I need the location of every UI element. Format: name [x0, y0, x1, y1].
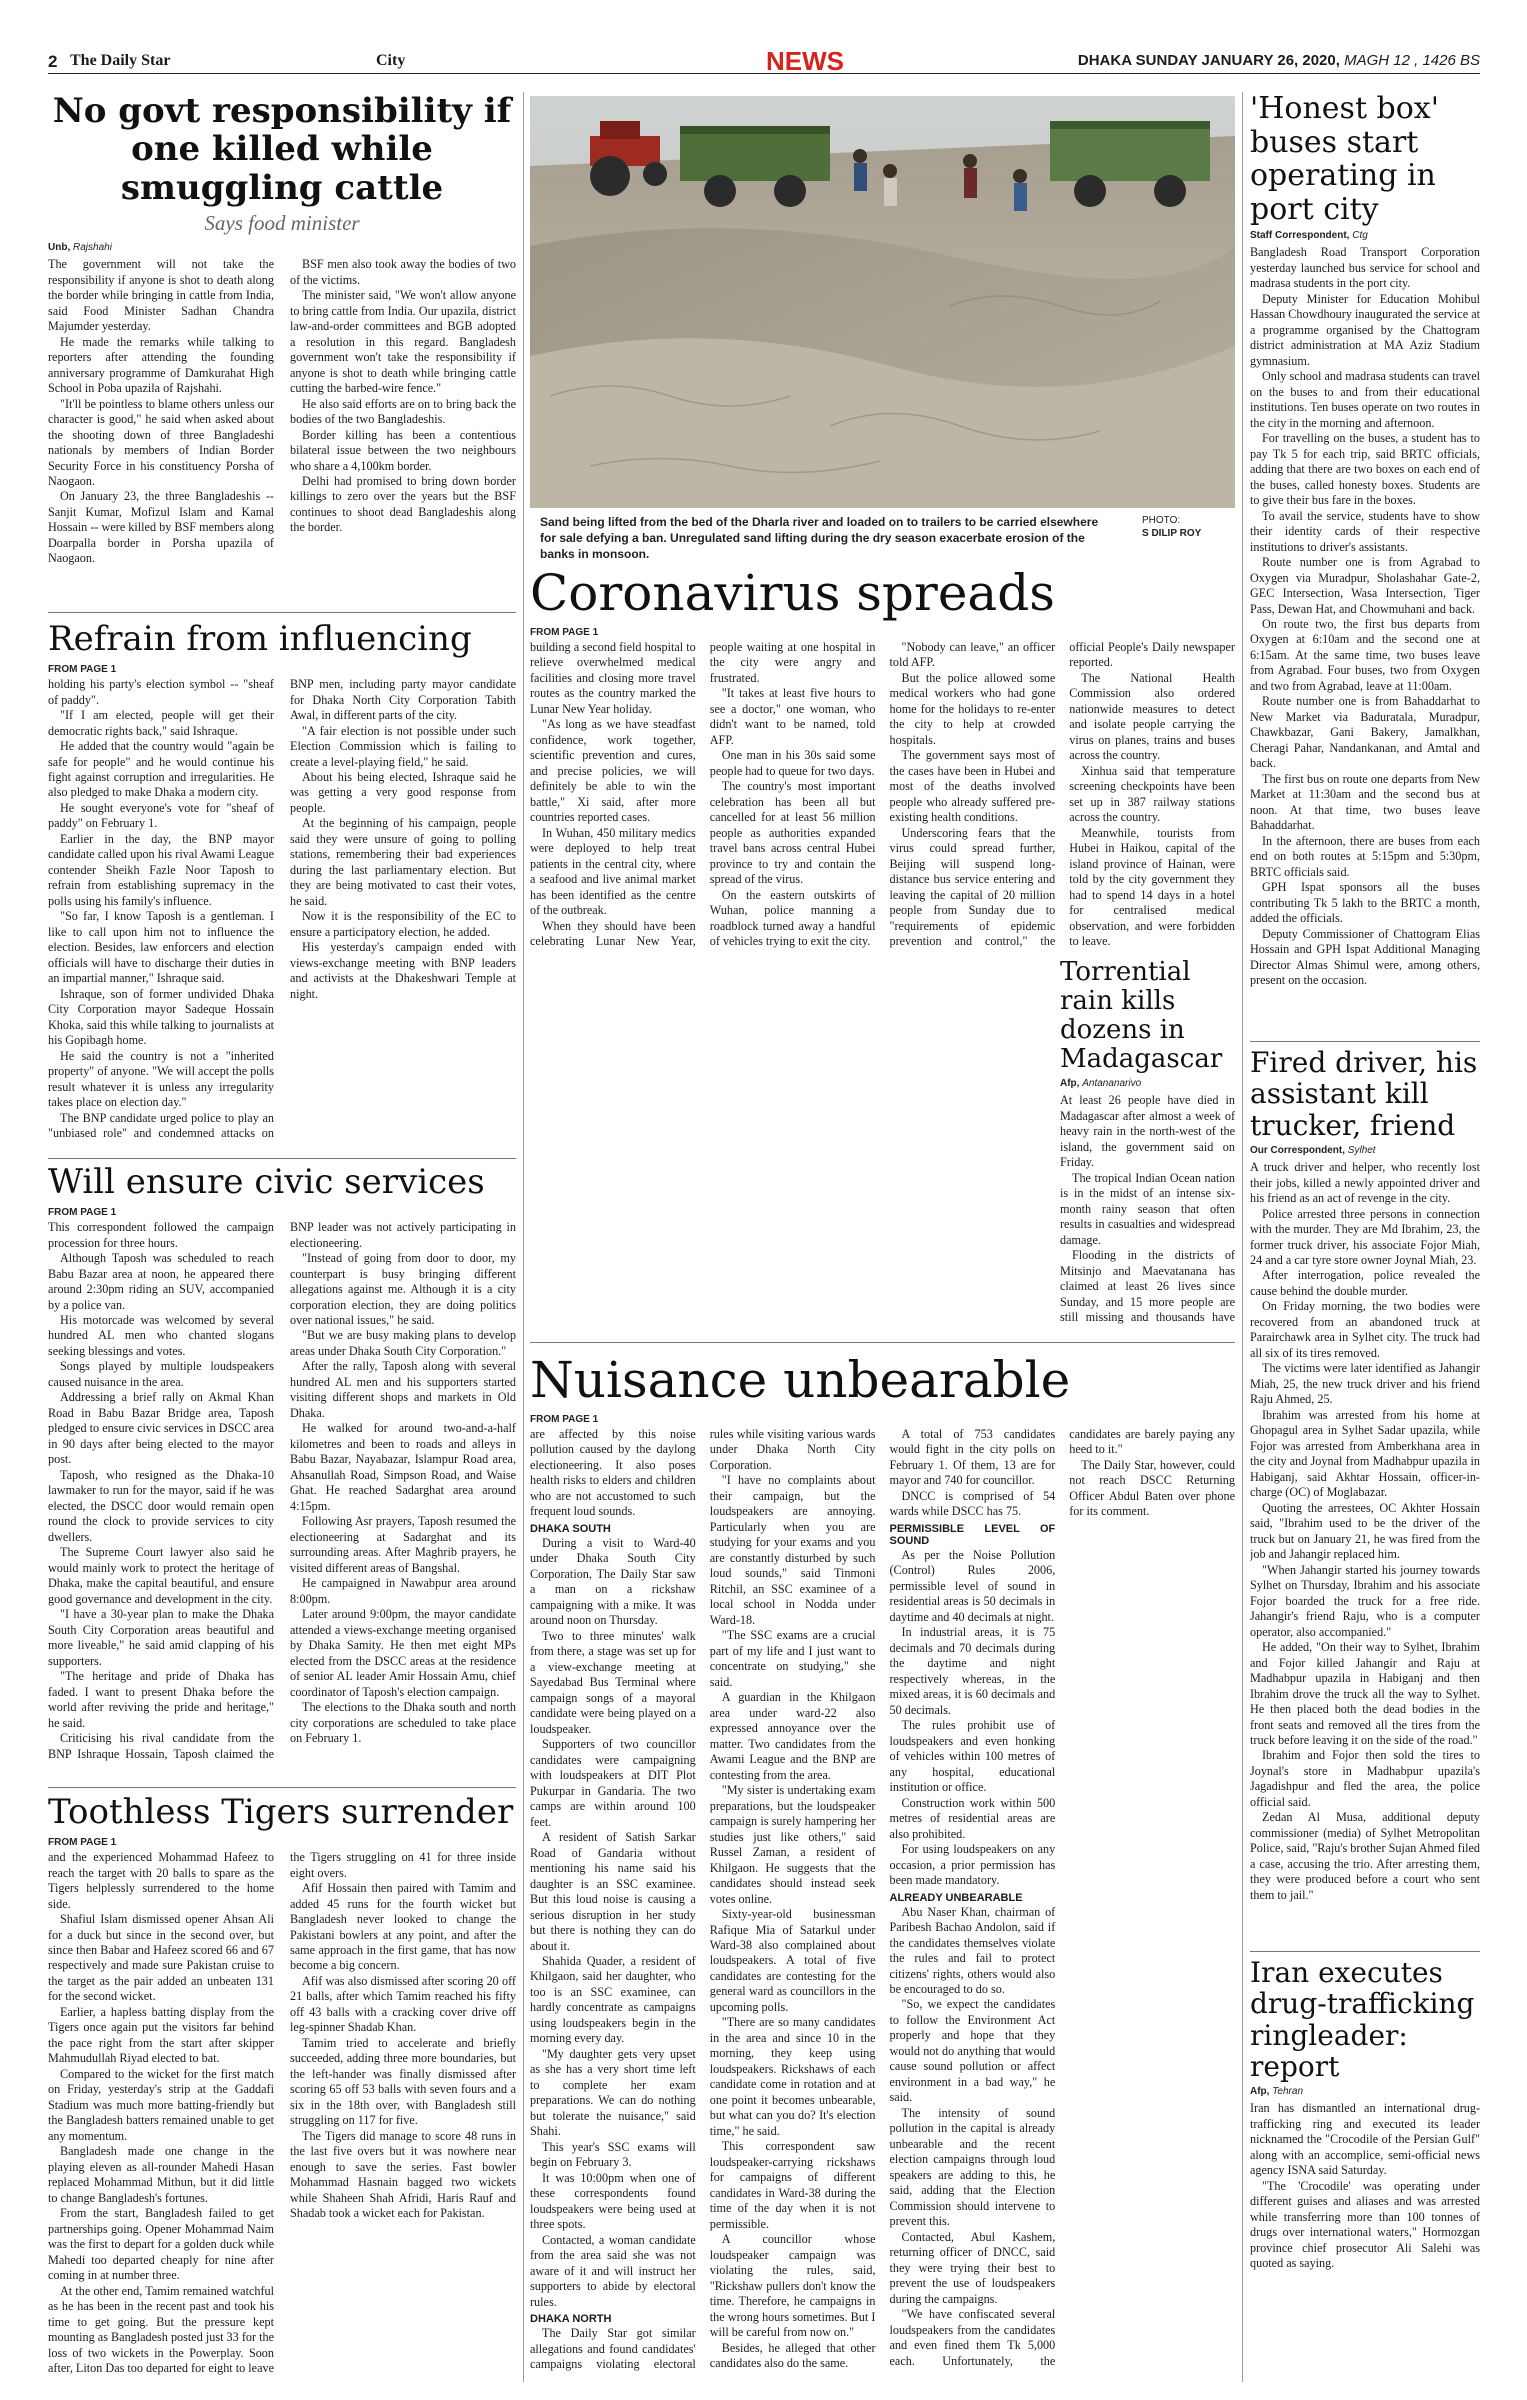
paragraph: The tropical Indian Ocean nation is in the midst of an intense six-month rainy season that often results in casualties and widespread damage.	[1060, 1170, 1235, 1247]
paragraph: Iran has dismantled an international drug-trafficking ring and executed its leader nicknamed the "Crocodile of the Persian Gulf" along with an accomplice, semi-official news agency ISNA said Saturday.	[1250, 2101, 1480, 2178]
column-divider	[523, 92, 524, 2382]
paragraph: At the other end, Tamim remained watchful as he has been in the recent past and took his time to get going. But the pressure kept mounting as Bangladesh posted just 33 for the loss of two wickets in the Powerplay. Soon after, Liton Das too departed for eight to leave the Tigers struggling on 41 for three inside eight overs.	[48, 1850, 516, 2376]
paragraph: "The SSC exams are a crucial part of my life and I just want to concentrate on studying," she said.	[709, 1628, 876, 1689]
paragraph: He sought everyone's vote for "sheaf of paddy" on February 1.	[48, 800, 274, 831]
byline-location: Ctg	[1352, 230, 1368, 242]
paragraph: This year's SSC exams will begin on February 3.	[530, 2139, 696, 2170]
paragraph: The elections to the Dhaka south and north city corporations are scheduled to take place on February 1.	[290, 1700, 516, 1746]
paragraph: The country's most important celebration has been all but cancelled for at least 56 million people as authorities expanded travel bans across central Hubei province to try and contain the spread of the virus.	[709, 779, 876, 887]
section-divider	[48, 1787, 516, 1788]
subheading: PERMISSIBLE LEVEL OF SOUND	[889, 1522, 1056, 1547]
byline-location: Antananarivo	[1082, 1078, 1142, 1090]
byline	[1250, 230, 1480, 241]
byline-agency: Staff Correspondent,	[1250, 230, 1350, 242]
body-text	[48, 677, 516, 1155]
byline	[1250, 2086, 1480, 2097]
paragraph: "There are so many candidates in the area and since 10 in the morning, they keep using loudspeakers. Rickshaws of each candidate come in rotation and at one point it becomes unbearable, but what can you do? It's election time," he said.	[709, 2015, 876, 2138]
paragraph: "It'll be pointless to blame others unless our character is good," he said when asked about the shooting down of three Bangladeshi nationals by members of Indian Border Security Force in his constituency Porsha of Naogaon.	[48, 396, 274, 488]
paragraph: "As long as we have steadfast confidence, work together, scientific prevention and cures, and precise policies, we will definitely be able to win the battle," Xi said, after more countries reported cases.	[530, 717, 696, 825]
byline-location: Tehran	[1272, 2086, 1304, 2098]
paragraph: Route number one is from Agrabad to Oxygen via Muradpur, Sholashahar Gate-2, GEC Intersection, Wasa Intersection, Tiger Pass, Dewan Hat, and Chowmuhani and back.	[1250, 555, 1480, 616]
paragraph: The National Health Commission also ordered nationwide measures to detect and isolate people carrying the virus on planes, trains and buses across the country.	[1069, 670, 1235, 763]
paragraph: Afif was also dismissed after scoring 20 off 21 balls, after which Tamim reached his fifty off 43 balls with a cracking cover drive off leg-spinner Shadab Khan.	[290, 1973, 516, 2035]
story-iran	[1250, 1957, 1480, 2382]
headline: Nuisance unbearable	[530, 1352, 1071, 1409]
paragraph: The Daily Star got similar allegations and found candidates' campaigns violating electoral rules while visiting various wards under Dhaka North City Corporation.	[530, 1427, 876, 2372]
paragraph: "But we are busy making plans to develop areas under Dhaka South City Corporation."	[290, 1328, 516, 1358]
paragraph: Ibrahim was arrested from his home at Ghopagul area in Sylhet Sadar upazila, while Fojor was arrested from Amberkhana area in the city and Joynal from Madhabpur upazila in Habiganj, said Akhtar Hossain, officer-in-charge (OC) of Moglabazar.	[1250, 1407, 1480, 1500]
paragraph: "The 'Crocodile' was operating under different guises and aliases and was arrested while transferring more than 100 tonnes of drugs over international waters," Hormozgan province chief prosecutor Ali Salehi was quoted as saying.	[1250, 2178, 1480, 2271]
headline: Iran executes drug-trafficking ringleader: report	[1250, 1957, 1475, 2084]
sand-lifting-photo	[530, 96, 1235, 508]
deck: Says food minister	[204, 211, 360, 236]
paragraph: A resident of Satish Sarkar Road of Gandaria without mentioning his name said his daughter is an SSC examinee. But this loud noise is causing a serious disruption in her study but there is nothing they can do about it.	[530, 1830, 696, 1953]
paragraph: "My sister is undertaking exam preparations, but the loudspeaker campaign is surely hampering her studies just like others," said Russel Zaman, a resident of Khilgaon. He suggests that the candidates should instead seek votes online.	[709, 1783, 876, 1906]
paragraph: He made the remarks while talking to reporters after attending the founding anniversary programme of Damkurahat High School in Poba upazila of Rajshahi.	[48, 334, 274, 396]
from-page-tag: FROM PAGE 1	[48, 1207, 117, 1219]
paragraph: "So far, I know Taposh is a gentleman. I like to call upon him not to influence the election. Besides, law enforcers and election officials will have to discharge their duties in an impartial manner," Ishraque said.	[48, 909, 274, 986]
paragraph: Meanwhile, tourists from Hubei in Haikou, capital of the island province of Hainan, were told by the city government they had to spend 14 days in a hotel for centralised medical observation, and were forbidden to leave.	[1069, 825, 1235, 949]
paragraph: are affected by this noise pollution caused by the daylong electioneering. It also poses health risks to elders and children who are not accustomed to such frequent loud sounds.	[530, 1427, 696, 1519]
paragraph: Following Asr prayers, Taposh resumed the electioneering at Sadarghat and its surrounding areas. After Maghrib prayers, he visited different areas of Bangshal.	[290, 1514, 516, 1575]
paragraph: Earlier, a hapless batting display from the Tigers once again put the visitors far behind the pace right from the start after skipper Mahmudullah Riyad elected to bat.	[48, 2004, 274, 2066]
paragraph: Ibrahim and Fojor then sold the tires to Joynal's store in Madhabpur upazila's Jagadishpur and fled the area, the police official said.	[1250, 1748, 1480, 1809]
paragraph: The Daily Star, however, could not reach DSCC Returning Officer Abdul Baten over phone for its comment.	[1069, 1457, 1235, 1519]
dateline	[1078, 52, 1480, 69]
column-divider	[1242, 92, 1243, 2382]
paragraph: Besides, he alleged that other candidates also do the same.	[709, 2340, 876, 2371]
body-text	[48, 1850, 516, 2380]
headline: Toothless Tigers surrender	[48, 1793, 514, 1832]
paragraph: In industrial areas, it is 75 decimals and 70 decimals during the daytime and night respectively whereas, in the mixed areas, it is 60 decimals and 50 decimals.	[889, 1625, 1056, 1717]
section-label: NEWS	[766, 46, 844, 76]
byline-agency: Afp,	[1060, 1078, 1080, 1090]
story-honest-box	[1250, 92, 1480, 1037]
story-nuisance	[530, 1352, 1235, 2382]
paragraph: During a visit to Ward-40 under Dhaka South City Corporation, The Daily Star saw a man on a rickshaw campaigning with a mike. It was around noon on Thursday.	[530, 1535, 696, 1628]
paragraph: The victims were later identified as Jahangir Miah, 25, the new truck driver and his friend Raju Ahmed, 25.	[1250, 1361, 1480, 1407]
paragraph: Now it is the responsibility of the EC to ensure a participatory election, he added.	[290, 909, 516, 939]
paragraph: Later around 9:00pm, the mayor candidate attended a views-exchange meeting organised by Dhaka Samity. He then met eight MPs elected from the DSCC areas at the residence of senior AL leader Amir Hossain Amu, chief coordinator of Taposh's election campaign.	[290, 1607, 516, 1699]
paragraph: Quoting the arrestees, OC Akhter Hossain said, "Ibrahim used to be the driver of the truck but on January 21, he was fired from the job and Jahangir replaced him.	[1250, 1500, 1480, 1562]
paragraph: The government will not take the responsibility if anyone is shot to death along the border while bringing in cattle from India, said Food Minister Sadhan Chandra Majumder yesterday.	[48, 257, 274, 334]
paragraph: Bangladesh made one change in the playing eleven as all-rounder Mahedi Hasan replaced Mohammad Mithun, but it did little to change Bangladesh's fortunes.	[48, 2144, 274, 2205]
paragraph: "We have confiscated several loudspeakers from the candidates and even fined them Tk 5,000 each. Unfortunately, the candidates are barely paying any heed to it."	[889, 1427, 1235, 2368]
headline: Fired driver, his assistant kill trucker, friend	[1250, 1047, 1478, 1142]
paragraph: Songs played by multiple loudspeakers caused nuisance in the area.	[48, 1359, 274, 1389]
paragraph: Shahida Quader, a resident of Khilgaon, said her daughter, who too is an SSC examinee, can hardly concentrate as campaigns using loudspeakers begin in the morning every day.	[530, 1953, 696, 2046]
paragraph: holding his party's election symbol -- "sheaf of paddy".	[48, 677, 274, 707]
paragraph: In Wuhan, 450 military medics were deployed to help treat patients in the central city, where a seafood and live animal market has been identified as the centre of the outbreak.	[530, 825, 696, 918]
paragraph: At the beginning of his campaign, people said they were unsure of going to polling stations, remembering their bad experiences during the last parliamentary election. But they are being motivated to cast their votes, he said.	[290, 816, 516, 908]
paragraph: The first bus on route one departs from New Market at 11:30am and the second bus at noon. At that time, two buses leave Bahaddarhat.	[1250, 771, 1480, 833]
paragraph: Abu Naser Khan, chairman of Paribesh Bachao Andolon, said if the candidates themselves violate the rules and fail to protect citizens' rights, others would also be encouraged to do so.	[889, 1904, 1056, 1996]
paragraph: "If I am elected, people will get their democratic rights back," said Ishraque.	[48, 708, 274, 738]
paragraph: From the start, Bangladesh failed to get partnerships going. Opener Mohammad Naim was the first to depart for a golden duck while Mahedi too departed cheaply for nine after coming in at number three.	[48, 2206, 274, 2283]
body-text	[530, 1427, 1235, 2377]
paragraph: The Tigers did manage to score 48 runs in the last five overs but it was nowhere near enough to save the series. Fast bowler Mohammad Hasnain bagged two wickets while Shaheen Shah Afridi, Haris Rauf and Shadab took a wicket each for Pakistan.	[290, 2128, 516, 2221]
paragraph: Sixty-year-old businessman Rafique Mia of Satarkul under Ward-38 also complained about loudspeakers. A total of five candidates are contesting for the general ward as councillors in the upcoming polls.	[709, 1907, 876, 2014]
paragraph: Route number one is from Bahaddarhat to New Market via Baduratala, Muradpur, Chawkbazar, Gani Bakery, Jamalkhan, Cheragi Pahar, Nandankanan, and Amtal and back.	[1250, 694, 1480, 771]
paragraph: "When Jahangir started his journey towards Sylhet on Thursday, Ibrahim and his associate Fojor boarded the truck for a free ride. Jahangir's friend Raju, who is a computer operator, also accompanied."	[1250, 1562, 1480, 1639]
byline	[1250, 1145, 1480, 1156]
paragraph: Supporters of two councillor candidates were campaigning with loudspeakers at DIT Plot Pukurpar in Gandaria. The two camps are within around 100 feet.	[530, 1737, 696, 1829]
paragraph: The minister said, "We won't allow anyone to bring cattle from India. Our upazila, district law-and-order committees and BGB adopted a resolution in this regard. Bangladesh government won't take the responsibility if anyone is shot to death while bringing cattle cutting the barbed-wire fence."	[290, 288, 516, 396]
headline: Torrential rain kills dozens in Madagascar	[1060, 958, 1223, 1075]
byline	[48, 242, 516, 253]
body-text	[1250, 2101, 1480, 2382]
paragraph: He also said efforts are on to bring back the bodies of the two Bangladeshis.	[290, 396, 516, 427]
paragraph: "A fair election is not possible under such Election Commission which is failing to create a level-playing field," he said.	[290, 723, 516, 769]
paragraph: The intensity of sound pollution in the capital is already unbearable and the recent election campaigns through loud speakers are adding to this, he said, adding that the Election Commission should intervene to prevent this.	[889, 2105, 1056, 2229]
paragraph: BSF men also took away the bodies of two of the victims.	[290, 257, 516, 287]
body-text	[1250, 1160, 1480, 1915]
paragraph: The Supreme Court lawyer also said he would mainly work to protect the heritage of Dhaka, make the capital beautiful, and ensure good governance and development in the city.	[48, 1545, 274, 1606]
headline: 'Honest box' buses start operating in port city	[1250, 92, 1439, 227]
paragraph: This correspondent followed the campaign procession for three hours.	[48, 1220, 274, 1250]
paragraph: "The heritage and pride of Dhaka has faded. I want to present Dhaka before the world after reviving the pride and heritage," he said.	[48, 1669, 274, 1730]
paragraph: He said the country is not a "inherited property" of anyone. "We will accept the polls result whatever it is unless any irregularity takes place on election day."	[48, 1048, 274, 1110]
paragraph: Underscoring fears that the virus could spread further, Beijing will suspend long-distance bus service entering and leaving the capital of 20 million people from Sunday due to "requirements of epidemic prevention and control," the official People's Daily newspaper reported.	[889, 640, 1235, 949]
paragraph: Zedan Al Musa, additional deputy commissioner (media) of Sylhet Metropolitan Police, said, "Raju's brother Sujan Ahmed filed a case, accusing the trio. After arresting them, they were produced before a court who sent them to jail."	[1250, 1810, 1480, 1902]
subheading: DHAKA NORTH	[530, 2313, 612, 2326]
paragraph: About his being elected, Ishraque said he was getting a very good response from people.	[290, 769, 516, 815]
byline-location: Rajshahi	[73, 242, 112, 254]
paragraph: For travelling on the buses, a student has to pay Tk 5 for each trip, said BRTC officials, adding that there are two boxes on each end of the buses, called honesty boxes. Students are to give their bus fare in the boxes.	[1250, 431, 1480, 508]
paragraph: But the police allowed some medical workers who had gone home for the holidays to re-enter the city to help at crowded hospitals.	[889, 670, 1056, 747]
headline: No govt responsibility if one killed while smuggling cattle	[52, 92, 512, 208]
paragraph: His yesterday's campaign ended with views-exchange meeting with BNP leaders and activists at the Dhakeshwari Temple at night.	[290, 940, 516, 1001]
photo-caption: Sand being lifted from the bed of the Dharla river and loaded on to trailers to be carried elsewhere for sale defying a ban. Unregulated sand lifting during the dry season exacerbate erosion of the banks in monsoon.	[540, 515, 1099, 562]
paragraph: Addressing a brief rally on Akmal Khan Road in Babu Bazar Bridge area, Taposh pledged to ensure civic services in DSCC area in 90 days after being elected to the mayor post.	[48, 1390, 274, 1467]
paragraph: He added that the country would "again be safe for people" and he would continue his fight against corruption and irregularities. He also pledged to make Dhaka a modern city.	[48, 739, 274, 800]
news-photo	[530, 96, 1235, 508]
paragraph: His motorcade was welcomed by several hundred AL men who chanted slogans seeking blessings and votes.	[48, 1312, 274, 1358]
body-text	[48, 1220, 516, 1780]
paragraph: DNCC is comprised of 54 wards while DSCC has 75.	[889, 1488, 1056, 1519]
byline	[1060, 1078, 1235, 1089]
section-divider	[48, 1158, 516, 1159]
paragraph: A total of 753 candidates would fight in the city polls on February 1. Of them, 13 are for mayor and 740 for councillor.	[889, 1427, 1056, 1488]
paragraph: On the eastern outskirts of Wuhan, police manning a roadblock turned away a handful of vehicles trying to exit the city.	[709, 887, 876, 949]
page-header	[48, 44, 1480, 74]
byline-agency: Afp,	[1250, 2086, 1270, 2098]
paragraph: Delhi had promised to bring down border killings to zero over the years but the BSF continues to shoot dead Bangladeshis along the border.	[290, 474, 516, 535]
from-page-tag: FROM PAGE 1	[48, 664, 117, 676]
paragraph: Deputy Minister for Education Mohibul Hassan Chowdhoury inaugurated the service at a programme organised by the Chattogram district administration at MA Aziz Stadium gymnasium.	[1250, 291, 1480, 368]
paragraph: On Friday morning, the two bodies were recovered from an abandoned truck at Parairchawk area in Sylhet city. The truck had all six of its tires removed.	[1250, 1299, 1480, 1360]
paragraph: Shafiul Islam dismissed opener Ahsan Ali for a duck but since in the second over, but since then Babar and Hafeez scored 66 and 67 respectively and made sure Pakistan cruise to the target as the pair added an unbeaten 131 for the second wicket.	[48, 1912, 274, 2004]
paragraph: The BNP candidate urged police to play an "unbiased role" and condemned attacks on BNP men, including party mayor candidate for Dhaka North City Corporation Tabith Awal, in different parts of the city.	[48, 677, 516, 1141]
paragraph: GPH Ispat sponsors all the buses contributing Tk 5 lakh to the BRTC a month, added the officials.	[1250, 880, 1480, 926]
paragraph: Afif Hossain then paired with Tamim and added 45 runs for the fourth wicket but Bangladesh never looked to change the Pakistani bowlers at any point, and after the same approach in the first game, that has now become a big concern.	[290, 1881, 516, 1973]
story-madagascar	[1060, 958, 1235, 1338]
section-divider	[1250, 1951, 1480, 1952]
from-page-tag: FROM PAGE 1	[530, 627, 599, 638]
paragraph: "I have a 30-year plan to make the Dhaka South City Corporation areas beautiful and more liveable," he said amid clapping of his supporters.	[48, 1607, 274, 1668]
paragraph: He campaigned in Nawabpur area around 8:00pm.	[290, 1576, 516, 1606]
paragraph: Xinhua said that temperature screening checkpoints have been set up in 387 railway stations across the country.	[1069, 763, 1235, 825]
paragraph: This correspondent saw loudspeaker-carrying rickshaws for campaigns of different candidates in Ward-38 during the time of the day when it is not permissible.	[709, 2139, 876, 2231]
paragraph: Construction work within 500 metres of residential areas are also prohibited.	[889, 1795, 1056, 1841]
paragraph: After interrogation, police revealed the cause behind the double murder.	[1250, 1268, 1480, 1298]
body-text	[48, 257, 516, 587]
paragraph: A truck driver and helper, who recently lost their jobs, killed a newly appointed driver and his friend as an act of revenge in the city.	[1250, 1160, 1480, 1206]
subheading: ALREADY UNBEARABLE	[889, 1891, 1023, 1904]
paragraph: As per the Noise Pollution (Control) Rules 2006, permissible level of sound in residential areas is 50 decimals in daytime and 40 decimals at night.	[889, 1547, 1056, 1624]
paragraph: building a second field hospital to relieve overwhelmed medical facilities and closing more travel routes as the country marked the Lunar New Year holiday.	[530, 640, 696, 716]
section-name: City	[376, 52, 406, 69]
paper-logo: The Daily Star	[70, 52, 171, 69]
headline: Will ensure civic services	[48, 1163, 485, 1202]
paragraph: The government says most of the cases have been in Hubei and most of the deaths involved people who already suffered pre-existing health conditions.	[889, 748, 1056, 825]
paragraph: The rules prohibit use of loudspeakers and even honking of vehicles within 100 metres of any hospital, educational institution or office.	[889, 1718, 1056, 1795]
paragraph: For using loudspeakers on any occasion, a prior permission has been made mandatory.	[889, 1842, 1056, 1888]
photographer-name: S DILIP ROY	[1142, 528, 1202, 539]
paragraph: After the rally, Taposh along with several hundred AL men and his supporters started visiting different shops and markets in Old Dhaka.	[290, 1359, 516, 1420]
paragraph: It was 10:00pm when one of these correspondents found loudspeakers were being used at three spots.	[530, 2170, 696, 2232]
paragraph: "My daughter gets very upset as she has a very short time left to complete her exam preparations. We can do nothing but tolerate the nuisance," said Shahi.	[530, 2046, 696, 2139]
paragraph: He added, "On their way to Sylhet, Ibrahim and Fojor killed Jahangir and Raju at Madhabpur upazila in Habiganj and then Ibrahim drove the truck all the way to Sylhet. He then placed both the dead bodies in the front seats and removed all the tires from the truck before leaving it on the side of the road."	[1250, 1640, 1480, 1747]
paragraph: Compared to the wicket for the first match on Friday, yesterday's strip at the Gaddafi Stadium was much more batting-friendly but the Bangladesh batters remained unable to get any momentum.	[48, 2066, 274, 2143]
section-divider	[48, 612, 516, 613]
paragraph: "It takes at least five hours to see a doctor," one woman, who didn't want to be named, told AFP.	[709, 686, 876, 747]
paragraph: Contacted, Abul Kashem, returning officer of DNCC, said they were trying their best to prevent the use of loudspeakers during the campaigns.	[889, 2229, 1056, 2306]
story-refrain	[48, 620, 516, 1155]
bangla-date: MAGH 12 , 1426 BS	[1344, 52, 1480, 69]
byline-location: Sylhet	[1347, 1145, 1376, 1157]
paragraph: "Nobody can leave," an officer told AFP.	[889, 640, 1056, 670]
headline: Refrain from influencing	[48, 620, 472, 659]
section-divider	[1250, 1041, 1480, 1042]
from-page-tag: FROM PAGE 1	[48, 1837, 117, 1849]
paragraph: Border killing has been a contentious bilateral issue between the two neighbours who share a 4,100km border.	[290, 427, 516, 473]
page-number: 2	[48, 52, 58, 71]
paragraph: A guardian in the Khilgaon area under ward-22 also expressed annoyance over the matter. Two candidates from the Awami League and the BNP are contesting from the area.	[709, 1690, 876, 1782]
paragraph: He walked for around two-and-a-half kilometres and been to roads and alleys in Babu Bazar, Nayabazar, Islampur Road area, Ahsanullah Road, Simpson Road, and Waise Ghat. He reached Sadarghat area around 4:15pm.	[290, 1421, 516, 1513]
paragraph: Police arrested three persons in connection with the murder. They are Md Ibrahim, 23, the former truck driver, his associate Fojor Miah, 24 and a car tyre store owner Joynal Miah, 23.	[1250, 1206, 1480, 1267]
section-divider	[530, 1342, 1235, 1343]
photo-credit	[1142, 514, 1201, 540]
paragraph: Only school and madrasa students can travel on the buses to and from their educational institutions. Ten buses operate on two routes in the city in the morning and afternoon.	[1250, 369, 1480, 430]
paragraph: Deputy Commissioner of Chattogram Elias Hossain and GPH Ispat Additional Managing Director Almas Shimul were, among others, present on the occasion.	[1250, 926, 1480, 988]
photo-credit-label: PHOTO:	[1142, 515, 1181, 526]
body-text	[1060, 1093, 1235, 1328]
paragraph: Ishraque, son of former undivided Dhaka City Corporation mayor Sadeque Hossain Khoka, said this while talking to journalists at his Gopibagh home.	[48, 986, 274, 1048]
paragraph: Tamim tried to accelerate and briefly succeeded, adding three more boundaries, but the left-hander was finally dismissed after scoring 65 off 53 balls with seven fours and a six in the 18th over, with Bangladesh still struggling on 117 for five.	[290, 2035, 516, 2128]
paragraph: In the afternoon, there are buses from each end on both routes at 5:15pm and 5:30pm, BRTC officials said.	[1250, 833, 1480, 879]
paragraph: "So, we expect the candidates to follow the Environment Act properly and hope that they would not do anything that would cause sound pollution or affect environment in a bad way," he said.	[889, 1997, 1056, 2105]
paragraph: Taposh, who resigned as the Dhaka-10 lawmaker to run for the mayor, said if he was elected, the DSCC door would remain open round the clock to provide services to city dwellers.	[48, 1467, 274, 1544]
paragraph: Although Taposh was scheduled to reach Babu Bazar area at noon, he appeared there around 2:30pm riding an SUV, accompanied by a police van.	[48, 1251, 274, 1312]
paragraph: To avail the service, students have to show their identity cards of their respective institutions to driver's assistants.	[1250, 508, 1480, 554]
story-tigers	[48, 1793, 516, 2383]
paragraph: and the experienced Mohammad Hafeez to reach the target with 20 balls to spare as the Tigers helplessly surrendered to the home side.	[48, 1850, 274, 1911]
paragraph: On January 23, the three Bangladeshis -- Sanjit Kumar, Mofizul Islam and Kamal Hossain -- were killed by BSF members along Doarpalla border in Porsha upazila of Naogaon.	[48, 489, 274, 566]
byline-agency: Our Correspondent,	[1250, 1145, 1346, 1157]
story-coronavirus	[530, 565, 1235, 970]
paragraph: Earlier in the day, the BNP mayor candidate called upon his rival Awami League contender Sheikh Fazle Noor Taposh to refrain from establishing supremacy in the polls using his family's influence.	[48, 831, 274, 908]
paragraph: "Instead of going from door to door, my counterpart is busy bringing different allegations against me. Although it is a city corporation election, they are doing politics over national issues," he said.	[290, 1251, 516, 1327]
body-text	[530, 640, 1235, 958]
paragraph: One man in his 30s said some people had to queue for two days.	[709, 748, 876, 778]
paragraph: Contacted, a woman candidate from the area said she was not aware of it and will instruct her supporters to abide by electoral rules.	[530, 2232, 696, 2309]
paragraph: Bangladesh Road Transport Corporation yesterday launched bus service for school and madrasa students in the port city.	[1250, 245, 1480, 291]
from-page-tag: FROM PAGE 1	[530, 1414, 599, 1425]
byline-agency: Unb,	[48, 242, 71, 254]
date-text: DHAKA SUNDAY JANUARY 26, 2020,	[1077, 52, 1340, 69]
paragraph: "I have no complaints about their campaign, but the loudspeakers are annoying. Particularly when you are studying for your exams and you are constantly disturbed by such loud sounds," said Tinmoni Ritchil, an SSC examinee of a local school in Nodda under Ward-18.	[709, 1473, 876, 1627]
paragraph: When they should have been celebrating Lunar New Year, people waiting at one hospital in the city were angry and frustrated.	[530, 640, 876, 949]
paragraph: On route two, the first bus departs from Oxygen at 6:10am and the second one at 6:15am. At the same time, two buses leave from Agrabad. Four buses, two from Oxygen and two from Agrabad, leave at 11:00am.	[1250, 617, 1480, 693]
paragraph: Flooding in the districts of Mitsinjo and Maevatanana has claimed at least 26 lives since Sunday, and 15 more people are still missing and thousands have	[1060, 1248, 1235, 1325]
story-cattle	[48, 92, 516, 607]
paragraph: Criticising his rival candidate from the BNP Ishraque Hossain, Taposh claimed the BNP leader was not actively participating in electioneering.	[48, 1220, 516, 1761]
story-fired-driver	[1250, 1047, 1480, 1947]
body-text	[1250, 245, 1480, 1015]
headline: Coronavirus spreads	[530, 565, 1055, 622]
subheading: DHAKA SOUTH	[530, 1522, 611, 1535]
paragraph: A councillor whose loudspeaker campaign was violating the rules, said, "Rickshaw pullers don't know the time. Therefore, he campaigns in the wrong hours sometimes. But I will be careful from now on."	[709, 2232, 876, 2340]
paragraph: At least 26 people have died in Madagascar after almost a week of heavy rain in the north-west of the island, the government said on Friday.	[1060, 1093, 1235, 1170]
paragraph: Two to three minutes' walk from there, a stage was set up for a view-exchange meeting at Sayedabad Bus Terminal where campaign songs of a mayoral candidate were being played on a loudspeaker.	[530, 1628, 696, 1736]
story-civic	[48, 1163, 516, 1783]
